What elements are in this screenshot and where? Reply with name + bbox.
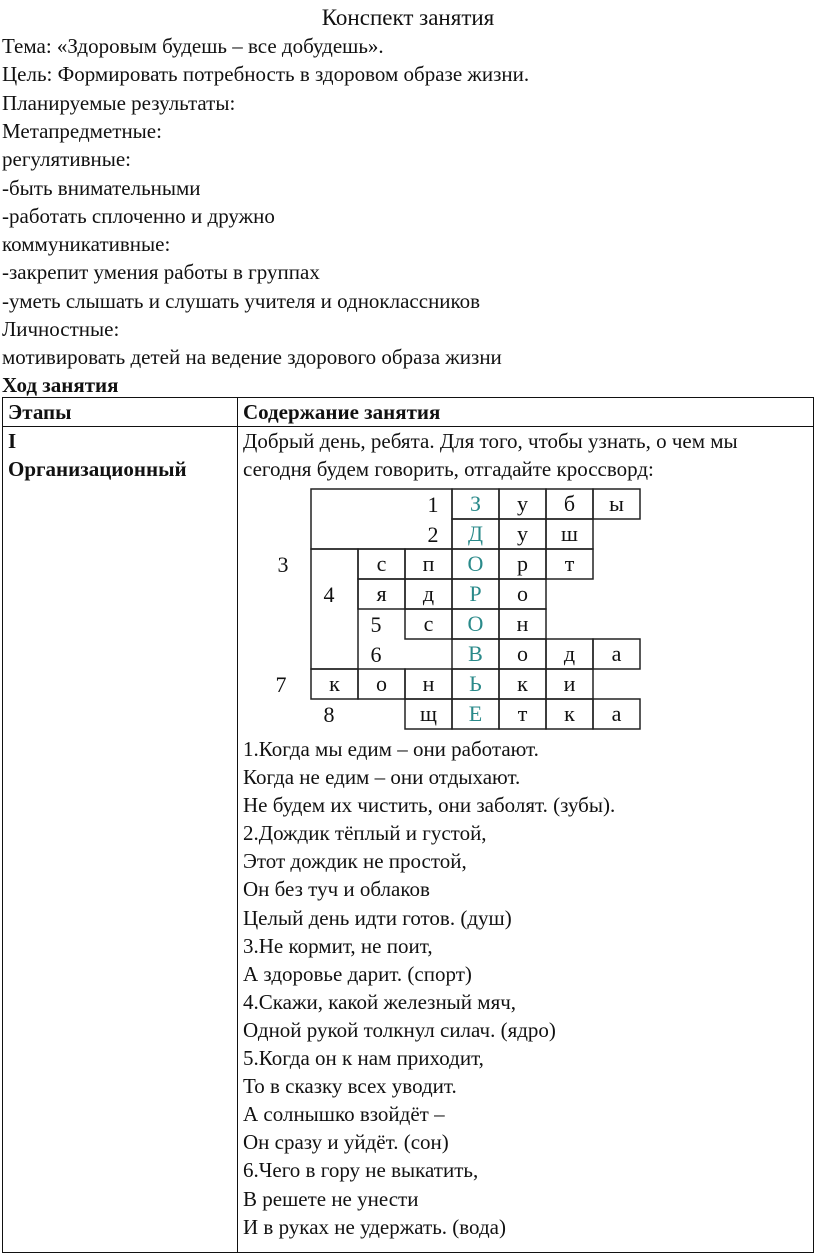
header-line: -уметь слышать и слушать учителя и одноклассников — [2, 288, 481, 313]
crossword-clue-number: 2 — [427, 522, 439, 547]
crossword-clue-number: 4 — [323, 582, 335, 607]
crossword-letter: а — [611, 641, 622, 666]
crossword-letter: к — [329, 671, 340, 696]
header-line: Личностные: — [2, 317, 120, 341]
riddle-line: Когда не едим – они отдыхают. — [243, 765, 521, 790]
section-heading: Ход занятия — [2, 373, 119, 397]
riddle-line: Он сразу и уйдёт. (сон) — [243, 1130, 449, 1155]
crossword-clue-number: 1 — [427, 492, 439, 517]
crossword-letter: и — [563, 671, 576, 696]
crossword-key-letter: З — [469, 491, 482, 516]
header-line: регулятивные: — [2, 147, 131, 172]
header-line: Метапредметные: — [2, 118, 162, 143]
table-header-stages: Этапы — [3, 398, 238, 427]
riddles-list — [243, 735, 808, 1241]
header-line: Цель: Формировать потребность в здоровом образе жизни. — [2, 62, 530, 87]
crossword-letter: д — [422, 581, 435, 606]
crossword-letter: у — [517, 521, 528, 546]
crossword-letter: ш — [561, 521, 578, 546]
crossword-key-letter: О — [467, 551, 484, 576]
header-line: -работать сплоченно и дружно — [2, 203, 275, 228]
riddle-line: А здоровье дарит. (спорт) — [243, 961, 472, 986]
header-line: коммуникативные: — [2, 232, 171, 257]
crossword-letter: с — [376, 551, 387, 576]
crossword-clue-number: 7 — [275, 672, 287, 697]
crossword-key-letter: В — [468, 641, 483, 666]
header-line: -быть внимательными — [2, 175, 201, 200]
crossword-frame-left — [311, 549, 358, 669]
crossword-letter: о — [517, 581, 528, 606]
crossword-clue-number: 3 — [277, 552, 289, 577]
crossword-letter: т — [517, 701, 528, 726]
header-line: -закрепит умения работы в группах — [2, 260, 320, 285]
crossword-letter: н — [422, 671, 435, 696]
crossword-letter: н — [516, 611, 529, 636]
crossword-letter: о — [376, 671, 387, 696]
riddle-line: Одной рукой толкнул силач. (ядро) — [243, 1017, 556, 1042]
crossword-grid — [251, 485, 671, 735]
riddle-line: 2.Дождик тёплый и густой, — [243, 821, 487, 846]
riddle-line: Целый день идти готов. (душ) — [243, 905, 512, 930]
riddle-line: Не будем их чистить, они заболят. (зубы). — [243, 793, 616, 818]
header-line: Тема: «Здоровым будешь – все добудешь». — [2, 34, 384, 58]
crossword-key-letter: Д — [467, 521, 484, 546]
crossword-letter: с — [423, 611, 434, 636]
riddle-line: 4.Скажи, какой железный мяч, — [243, 989, 517, 1014]
crossword-letter: щ — [420, 701, 437, 726]
crossword-key-letter: Е — [468, 701, 483, 726]
riddle-line: Этот дождик не простой, — [243, 849, 467, 874]
page-title: Конспект занятия — [321, 5, 495, 30]
riddle-line: А солнышко взойдёт – — [243, 1102, 445, 1127]
riddle-line: То в сказку всех уводит. — [243, 1074, 457, 1099]
crossword-letter: п — [422, 551, 435, 576]
crossword-letter: д — [563, 641, 576, 666]
crossword-key-letter: О — [467, 611, 484, 636]
crossword-letter: к — [517, 671, 528, 696]
crossword-letter: а — [611, 701, 622, 726]
crossword-letter: я — [376, 581, 387, 606]
intro-text: Добрый день, ребята. Для того, чтобы узнать, о чем мы сегодня будем говорить, отгадайте кроссворд: — [243, 429, 738, 481]
content-cell — [238, 427, 814, 1253]
crossword-key-letter: Р — [469, 581, 482, 606]
crossword-letter: к — [564, 701, 575, 726]
riddle-line: В решете не унести — [243, 1186, 419, 1211]
table-header-content: Содержание занятия — [238, 398, 814, 427]
stage-number: I — [8, 429, 17, 453]
crossword-letter: о — [517, 641, 528, 666]
header-line: мотивировать детей на ведение здорового образа жизни — [2, 345, 502, 370]
crossword-letter: у — [517, 491, 528, 516]
crossword-clue-number: 8 — [323, 702, 335, 727]
riddle-line: Он без туч и облаков — [243, 877, 430, 902]
lesson-table — [2, 397, 814, 1253]
crossword-letter: т — [564, 551, 575, 576]
stage-name: Организационный — [8, 457, 187, 481]
crossword-clue-number: 6 — [370, 642, 382, 667]
crossword-clue-number: 5 — [370, 612, 382, 637]
header-line: Планируемые результаты: — [2, 90, 236, 115]
riddle-line: 3.Не кормит, не поит, — [243, 933, 433, 958]
riddle-line: 5.Когда он к нам приходит, — [243, 1046, 484, 1071]
crossword-letter: ы — [609, 491, 624, 516]
crossword-letter: б — [563, 491, 576, 516]
crossword-letter: р — [517, 551, 528, 576]
riddle-line: 1.Когда мы едим – они работают. — [243, 737, 539, 761]
riddle-line: И в руках не удержать. (вода) — [243, 1214, 506, 1239]
stage-cell — [3, 427, 238, 1253]
crossword-key-letter: Ь — [469, 671, 482, 696]
riddle-line: 6.Чего в гору не выкатить, — [243, 1158, 479, 1183]
